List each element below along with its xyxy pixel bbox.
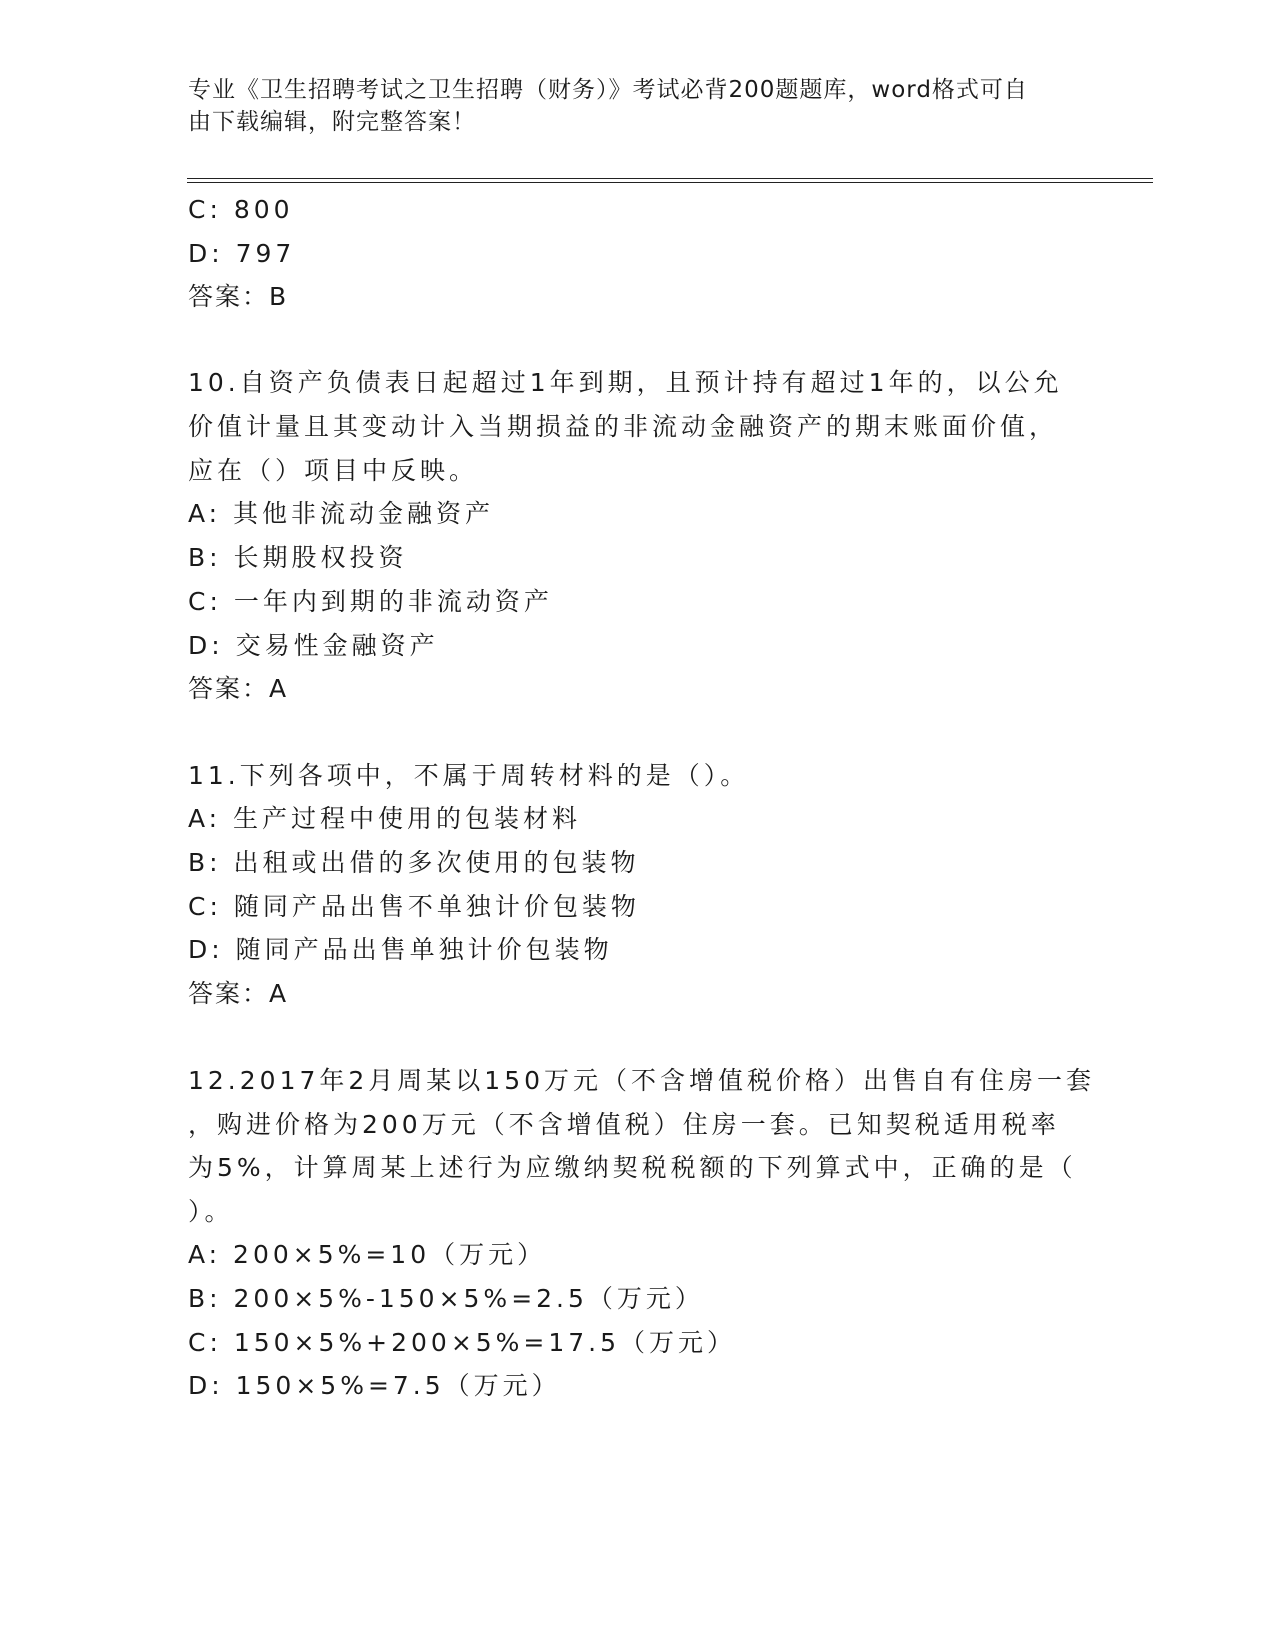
- q9-option-c: C: 800: [188, 195, 294, 224]
- q12-option-a: A: 200×5%=10（万元）: [188, 1240, 547, 1269]
- q12-option-d: D: 150×5%=7.5（万元）: [188, 1371, 561, 1400]
- q10-stem-line-2: 价值计量且其变动计入当期损益的非流动金融资产的期末账面价值，: [188, 412, 1059, 441]
- q12-option-c: C: 150×5%+200×5%=17.5（万元）: [188, 1328, 737, 1357]
- q12-stem-line-3: 为5%，计算周某上述行为应缴纳契税税额的下列算式中，正确的是（: [188, 1153, 1077, 1182]
- q10-option-a: A: 其他非流动金融资产: [188, 499, 495, 528]
- header-line-2: 由下载编辑，附完整答案！: [188, 109, 476, 135]
- header-divider-bottom: [187, 182, 1153, 183]
- q11-option-d: D: 随同产品出售单独计价包装物: [188, 935, 613, 964]
- document-header: [188, 74, 1088, 138]
- q10-option-b: B: 长期股权投资: [188, 543, 408, 572]
- q10-answer: 答案：A: [188, 674, 289, 703]
- q10-stem-line-3: 应在（）项目中反映。: [188, 456, 479, 485]
- q9-answer: 答案：B: [188, 282, 289, 311]
- header-line-1: 专业《卫生招聘考试之卫生招聘（财务）》考试必背200题题库，word格式可自: [188, 77, 1028, 103]
- q11-option-c: C: 随同产品出售不单独计价包装物: [188, 892, 640, 921]
- q11-option-a: A: 生产过程中使用的包装材料: [188, 804, 582, 833]
- q12-stem-line-1: 12.2017年2月周某以150万元（不含增值税价格）出售自有住房一套: [188, 1066, 1096, 1095]
- q9-option-d: D: 797: [188, 239, 296, 268]
- q10-option-c: C: 一年内到期的非流动资产: [188, 587, 553, 616]
- q11-stem-line-1: 11.下列各项中，不属于周转材料的是（）。: [188, 761, 750, 790]
- q10-stem-line-1: 10.自资产负债表日起超过1年到期，且预计持有超过1年的，以公允: [188, 368, 1063, 397]
- q11-answer: 答案：A: [188, 979, 289, 1008]
- header-divider-top: [187, 178, 1153, 179]
- q11-option-b: B: 出租或出借的多次使用的包装物: [188, 848, 640, 877]
- q12-stem-line-2: ，购进价格为200万元（不含增值税）住房一套。已知契税适用税率: [188, 1110, 1060, 1139]
- q12-stem-line-4: ）。: [188, 1197, 234, 1226]
- q12-option-b: B: 200×5%-150×5%=2.5（万元）: [188, 1284, 704, 1313]
- q10-option-d: D: 交易性金融资产: [188, 631, 439, 660]
